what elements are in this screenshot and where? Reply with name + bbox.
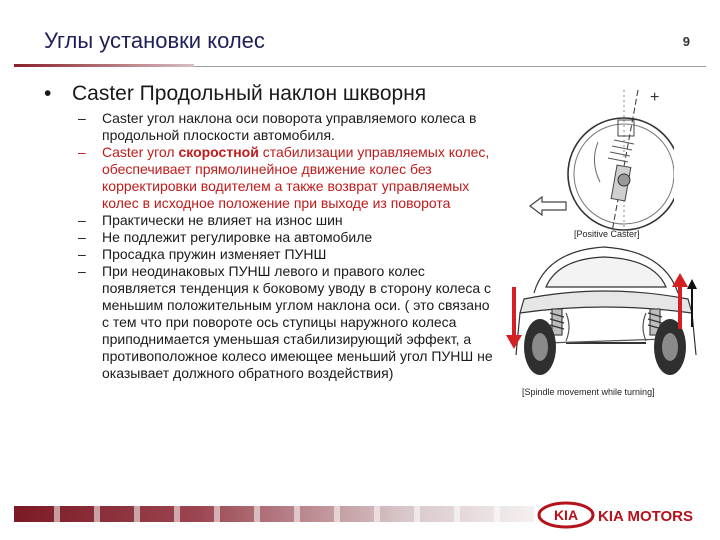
logo-text: KIA MOTORS bbox=[598, 508, 694, 525]
list-item bbox=[78, 144, 498, 212]
caster-description-list bbox=[78, 110, 498, 382]
main-bullet-text: Caster Продольный наклон шкворня bbox=[72, 82, 427, 105]
list-dash: – bbox=[78, 246, 86, 262]
spindle-caption: [Spindle movement while turning] bbox=[522, 387, 655, 397]
list-item-text: Caster угол наклона оси поворота управляемого колеса в продольной плоскости автомобиля. bbox=[102, 110, 477, 143]
list-item-text: При неодинаковых ПУНШ левого и правого колес появляется тенденция к боковому уводу в сторону колеса с меньшим положительным углом наклона оси. ( это связано с тем что при повороте ось ступицы наружного колеса приподнимается уменьшая стабилизирующий эффект, а противоположное колесо имеющее меньший угол ПУНШ не оказывает должного обратного воздействия) bbox=[102, 263, 493, 381]
kia-motors-logo bbox=[536, 500, 706, 530]
list-dash: – bbox=[78, 229, 86, 245]
list-dash: – bbox=[78, 110, 86, 126]
slide-title: Углы установки колес bbox=[44, 28, 265, 53]
list-item-text-pre: Caster угол bbox=[102, 144, 179, 160]
list-dash: – bbox=[78, 263, 86, 279]
bullet-symbol: • bbox=[44, 82, 52, 105]
caster-caption: [Positive Caster] bbox=[574, 229, 640, 239]
list-item bbox=[78, 212, 498, 229]
logo-oval-text: KIA bbox=[553, 507, 579, 523]
positive-caster-illustration bbox=[528, 82, 674, 242]
list-dash: – bbox=[78, 212, 86, 228]
list-item-text: Не подлежит регулировке на автомобиле bbox=[102, 229, 373, 245]
title-divider-accent bbox=[14, 64, 194, 67]
direction-arrow-icon bbox=[530, 197, 566, 215]
caster-sign: + bbox=[650, 89, 660, 106]
footer-decorative-bar bbox=[14, 506, 534, 522]
list-dash: – bbox=[78, 144, 86, 160]
list-item-text: Просадка пружин изменяет ПУНШ bbox=[102, 246, 327, 262]
list-item bbox=[78, 110, 498, 144]
list-item bbox=[78, 229, 498, 246]
spindle-movement-illustration bbox=[506, 243, 702, 383]
list-item bbox=[78, 246, 498, 263]
page-number: 9 bbox=[682, 34, 690, 49]
list-item-emphasis: скоростной bbox=[178, 144, 259, 160]
list-item bbox=[78, 263, 498, 382]
list-item-text: Практически не влияет на износ шин bbox=[102, 212, 343, 228]
list-item-text-post: стабилизации управляемых колес, обеспечивает прямолинейное движение колес без корректировки водителем а также возврат управляемых колес в исходное положение при выходе из поворота bbox=[102, 144, 490, 211]
